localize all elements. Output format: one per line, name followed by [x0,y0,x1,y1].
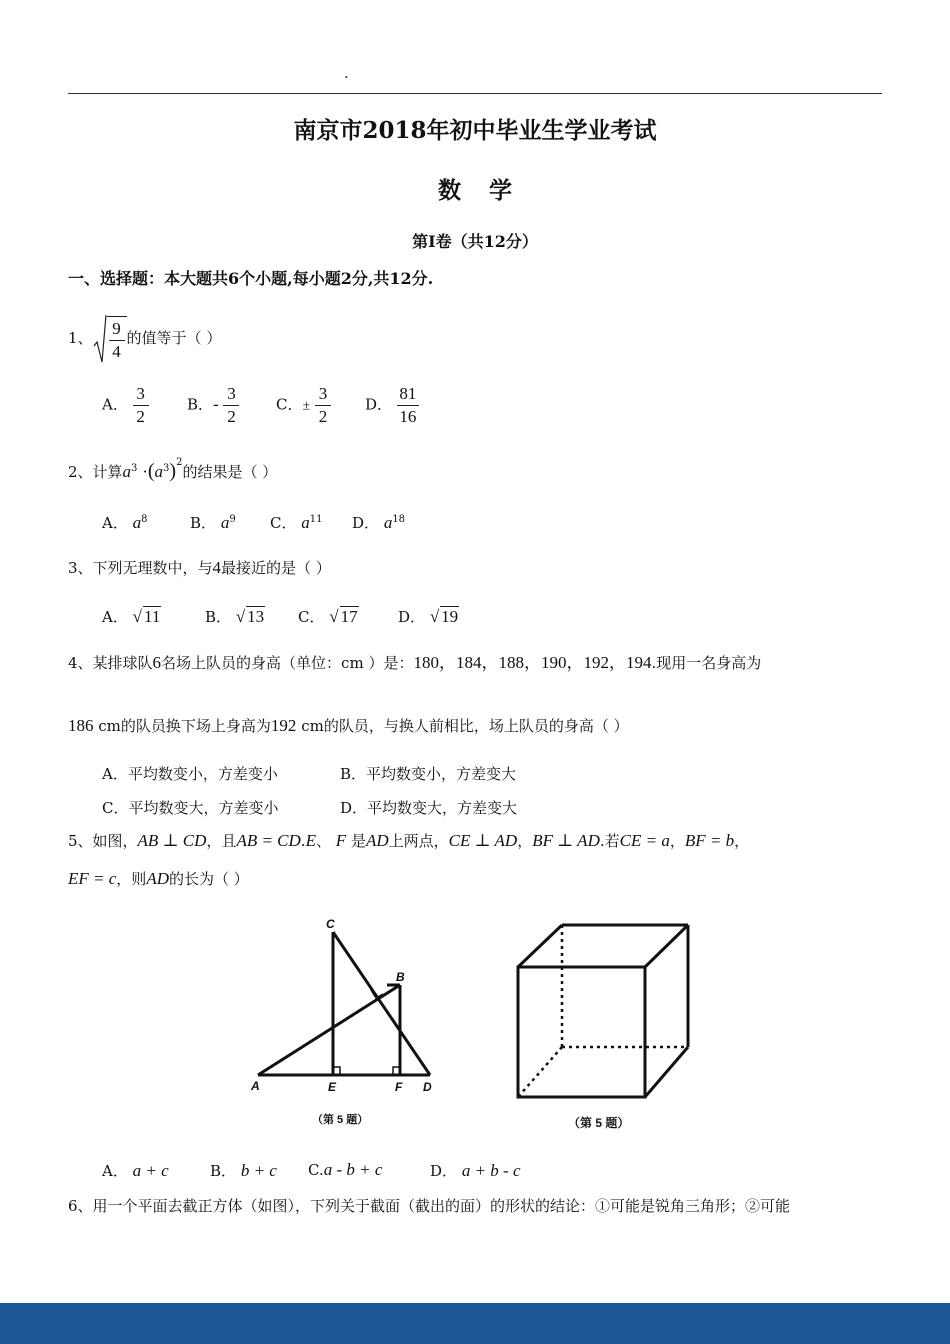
question-2: 2、计算$a^3 \cdot(a^3)^2$的结果是（ ） [68,457,278,482]
q1-option-d[interactable]: D． $\frac{81}{16}$ [365,384,419,427]
question-6: 6、用一个平面去截正方体（如图），下列关于截面（截出的面）的形状的结论：①可能是锐角三角形；②可能 [68,1197,791,1215]
label-b: B [396,970,405,984]
header-rule [68,93,882,94]
label-f: F [395,1080,403,1094]
label-e: E [328,1080,337,1094]
question-3: 3、下列无理数中，与4最接近的是（ ） [68,558,331,577]
q1-option-c[interactable]: C．± $\frac{3}{2}$ [276,384,331,427]
triangle-lines [258,932,430,1075]
q5-option-b[interactable]: B． b + c [210,1161,277,1180]
exam-title: 南京市2018年初中毕业生学业考试 [293,117,657,144]
q1-number: 1、 [68,329,93,347]
q3-option-c[interactable]: C． √ 17 [298,607,358,626]
caption-figure-5a: （第 5 题） [312,1114,369,1126]
q1-option-a[interactable]: A． $\frac{3}{2}$ [102,384,149,427]
sqrt-sign-icon [93,314,107,364]
q1-stem: 的值等于（ ） [126,329,222,347]
label-c: C [326,917,335,931]
part-title: 第Ⅰ卷（共12分） [412,232,538,251]
q5-option-a[interactable]: A． a + c [102,1161,169,1180]
question-1 [68,314,221,364]
caption-figure-5b: （第 5 题） [568,1116,630,1130]
q3-option-d[interactable]: D． √ 19 [398,607,459,626]
q4-option-d[interactable]: D．平均数变大，方差变大 [340,799,518,817]
q3-option-a[interactable]: A． √ 11 [102,607,161,626]
label-d: D [423,1080,432,1094]
q2-option-d[interactable]: D． $a^{18}$ [352,513,406,532]
q4-option-c[interactable]: C．平均数变大，方差变小 [102,799,279,817]
q1-radicand: $\frac{9}{4}$ [107,316,127,362]
q5-option-c[interactable]: C.a - b + c [308,1160,383,1179]
question-4-line-2: 186 cm的队员换下场上身高为192 cm的队员，与换人前相比，场上队员的身高（ ） [68,716,629,735]
q5-option-d[interactable]: D． a + b - c [430,1161,521,1180]
footer-bar [0,1303,950,1344]
figure-5-triangles [240,910,450,1135]
q1-radical [93,314,127,364]
question-5-line-1: 5、如图，AB ⊥ CD，且AB = CD.E、 F 是AD上两点，CE ⊥ AD，BF ⊥ AD.若CE = a，BF = b， [68,831,750,850]
q3-option-b[interactable]: B． √ 13 [205,607,265,626]
q1-option-b[interactable]: B．- $\frac{3}{2}$ [187,384,239,427]
cube-solid-edges [518,925,688,1097]
right-angle-marks [333,990,400,1075]
q2-option-c[interactable]: C． $a^{11}$ [270,513,323,532]
figure-cube [510,915,700,1130]
q4-option-b[interactable]: B．平均数变小，方差变大 [340,765,517,783]
section-heading: 一、选择题：本大题共6个小题,每小题2分,共12分. [68,269,434,288]
question-5-line-2: EF = c，则AD的长为（ ） [68,869,249,888]
label-a: A [251,1079,260,1093]
header-dot: . [344,66,349,82]
q2-option-a[interactable]: A． $a^8$ [102,513,148,532]
question-4-line-1: 4、某排球队6名场上队员的身高（单位：cm ）是：180，184，188，190，192，194.现用一名身高为 [68,653,762,672]
q2-option-b[interactable]: B． $a^9$ [190,513,236,532]
q4-option-a[interactable]: A．平均数变小，方差变小 [102,765,278,783]
subject-title: 数学 [438,177,540,204]
